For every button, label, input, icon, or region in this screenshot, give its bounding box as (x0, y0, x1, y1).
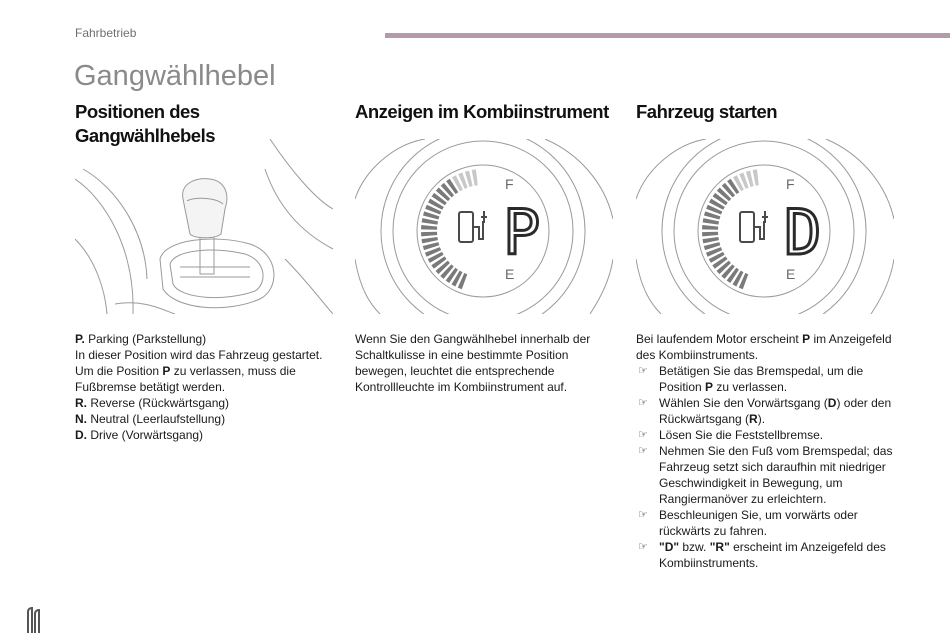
section-label: Fahrbetrieb (75, 26, 137, 40)
fuel-gauge-segments (421, 169, 478, 289)
pointing-hand-icon: ☞ (638, 541, 648, 553)
line-brake: Fußbremse betätigt werden. (75, 380, 226, 394)
fuel-segment (421, 225, 437, 230)
pointing-hand-icon: ☞ (638, 397, 648, 409)
start-intro: Bei laufendem Motor erscheint P im Anzeigefeld des Kombiinstruments. (636, 332, 892, 362)
pointing-hand-icon: ☞ (638, 445, 648, 457)
step-item: ☞ Wählen Sie den Vorwärtsgang (D) oder den Rückwärtsgang (R). (638, 396, 892, 426)
header-accent-bar (385, 33, 950, 38)
start-steps-list (636, 363, 901, 571)
fuel-full-label: F (505, 176, 514, 192)
step-item: ☞ Nehmen Sie den Fuß vom Bremspedal; das Fahrzeug setzt sich daraufhin mit niedriger Geschwindigkeit in Bewegung, um Rangiermanöver zu erleichtern. (638, 444, 893, 506)
fuel-segment (703, 237, 719, 243)
column-start-vehicle (636, 100, 901, 571)
step-item: ☞ Lösen Sie die Feststellbremse. (638, 428, 824, 442)
step-item: ☞ "D" bzw. "R" erscheint im Anzeigefeld des Kombiinstruments. (638, 540, 886, 570)
fuel-segment (422, 218, 438, 224)
column-gear-positions (75, 100, 340, 443)
fuel-full-label: F (786, 176, 795, 192)
fuel-segment (702, 232, 718, 237)
fuel-pump-icon (740, 211, 768, 242)
pointing-hand-icon: ☞ (638, 429, 648, 441)
gear-lever-illustration (75, 139, 333, 314)
pointing-hand-icon: ☞ (638, 365, 648, 377)
heading-gear-positions: Positionen des Gangwählhebels (75, 101, 216, 146)
fuel-segment (421, 232, 437, 237)
column-instrument-display (355, 100, 620, 395)
step-item: ☞ Betätigen Sie das Bremspedal, um die Position P zu verlassen. (638, 364, 864, 394)
line-drive: D. Drive (Vorwärtsgang) (75, 428, 204, 442)
line-parking: P. Parking (Parkstellung) (75, 332, 207, 346)
fuel-empty-label: E (505, 266, 515, 282)
instrument-display-text (355, 331, 620, 395)
page-title: Gangwählhebel (74, 60, 276, 92)
step-item: ☞ Beschleunigen Sie, um vorwärts oder rückwärts zu fahren. (638, 508, 858, 538)
page-corner-mark (26, 606, 42, 633)
fuel-segment (753, 169, 759, 185)
fuel-segment (703, 218, 719, 224)
fuel-segment (702, 225, 718, 230)
line-start-info: In dieser Position wird das Fahrzeug gestartet. (75, 348, 323, 362)
gear-indicator-letter: P (503, 196, 541, 269)
gear-indicator-letter: D (784, 196, 822, 269)
line-reverse: R. Reverse (Rückwärtsgang) (75, 396, 230, 410)
gear-positions-text (75, 331, 340, 443)
line-leave-p: Um die Position P zu verlassen, muss die (75, 364, 296, 378)
fuel-segment (472, 169, 478, 185)
fuel-pump-icon (459, 211, 487, 242)
pointing-hand-icon: ☞ (638, 509, 648, 521)
line-neutral: N. Neutral (Leerlaufstellung) (75, 412, 226, 426)
heading-instrument-display: Anzeigen im Kombiinstrument (355, 101, 609, 122)
instrument-cluster-d-illustration (636, 139, 894, 314)
fuel-segment (422, 237, 438, 243)
start-vehicle-text (636, 331, 901, 571)
fuel-empty-label: E (786, 266, 796, 282)
instrument-display-paragraph: Wenn Sie den Gangwählhebel innerhalb der Schaltkulisse in eine bestimmte Position bewegen, leuchtet die entsprechende Kontrollleuchte im Kombiinstrument auf. (355, 332, 591, 394)
heading-start-vehicle: Fahrzeug starten (636, 101, 778, 122)
instrument-cluster-p-illustration (355, 139, 613, 314)
fuel-gauge-segments (702, 169, 759, 289)
